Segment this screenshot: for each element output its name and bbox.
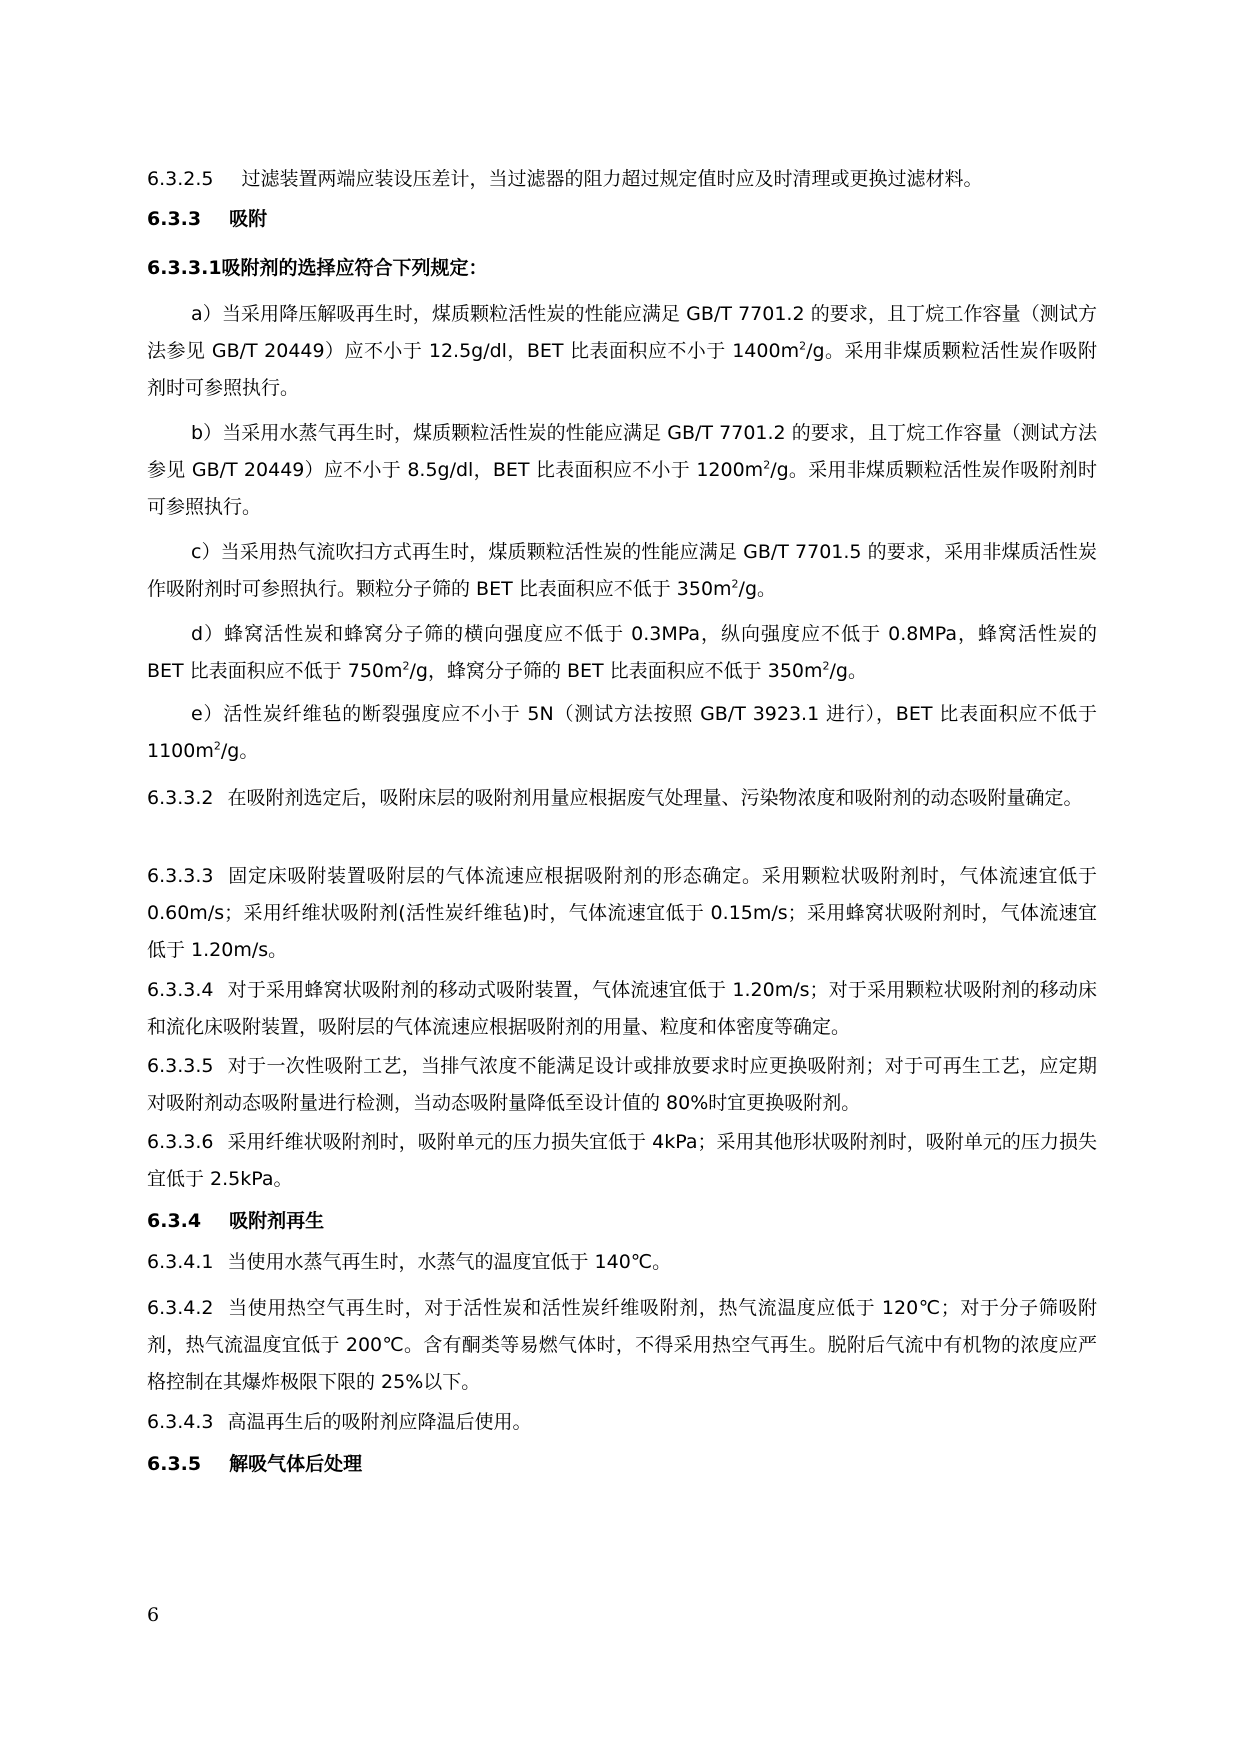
- item-c: c）当采用热气流吹扫方式再生时，煤质颗粒活性炭的性能应满足 GB/T 7701.5 的要求，采用非煤质活性炭作吸附剂时可参照执行。颗粒分子筛的 BET 比表面积应不低于 $350m^2/g$。: [147, 541, 1097, 600]
- clause-text: 固定床吸附装置吸附层的气体流速应根据吸附剂的形态确定。采用颗粒状吸附剂时，气体流速宜低于 0.60m/s；采用纤维状吸附剂(活性炭纤维毡)时，气体流速宜低于 0.15m/s；采用蜂窝状吸附剂时，气体流速宜低于 1.20m/s。: [147, 865, 1098, 961]
- section-heading-6-3-4: [147, 1203, 1097, 1240]
- section-heading-6-3-5: [147, 1446, 1097, 1483]
- clause-text: 当使用水蒸气再生时，水蒸气的温度宜低于 140℃。: [227, 1251, 672, 1273]
- clause-text: 吸附剂的选择应符合下列规定：: [221, 257, 488, 279]
- clause-number: 6.3.2.5: [147, 168, 214, 190]
- clause-6-3-3-6: [147, 1124, 1097, 1198]
- clause-text: 对于一次性吸附工艺，当排气浓度不能满足设计或排放要求时应更换吸附剂；对于可再生工艺，应定期对吸附剂动态吸附量进行检测，当动态吸附量降低至设计值的 80%时宜更换吸附剂。: [147, 1055, 1097, 1114]
- item-d: d）蜂窝活性炭和蜂窝分子筛的横向强度应不低于 0.3MPa，纵向强度应不低于 0.8MPa，蜂窝活性炭的 BET 比表面积应不低于 $750m^2/g$，蜂窝分子筛的 BET 比表面积应不低于 $350m^2/g$。: [147, 623, 1097, 682]
- clause-number: 6.3.3.6: [147, 1131, 214, 1153]
- section-title: 吸附: [229, 208, 268, 230]
- clause-6-3-3-1: [147, 250, 1097, 287]
- clause-6-3-2-5: [147, 161, 1097, 198]
- clause-6-3-4-2: [147, 1290, 1097, 1401]
- clause-6-3-3-2: [147, 780, 1097, 817]
- section-heading-6-3-3: [147, 201, 1097, 238]
- section-number: 6.3.4: [147, 1210, 202, 1232]
- clause-6-3-3-5: [147, 1048, 1097, 1122]
- clause-number: 6.3.3.5: [147, 1055, 214, 1077]
- clause-text: 对于采用蜂窝状吸附剂的移动式吸附装置，气体流速宜低于 1.20m/s；对于采用颗粒状吸附剂的移动床和流化床吸附装置，吸附层的气体流速应根据吸附剂的用量、粒度和体密度等确定。: [147, 979, 1097, 1038]
- item-e: e）活性炭纤维毡的断裂强度应不小于 5N（测试方法按照 GB/T 3923.1 进行），BET 比表面积应不低于 $1100m^2/g$。: [147, 703, 1097, 762]
- clause-number: 6.3.3.3: [147, 865, 214, 887]
- clause-number: 6.3.4.2: [147, 1297, 214, 1319]
- clause-number: 6.3.3.2: [147, 787, 214, 809]
- clause-6-3-3-3: [147, 858, 1097, 969]
- clause-number: 6.3.4.1: [147, 1251, 214, 1273]
- clause-number: 6.3.3.1: [147, 257, 222, 279]
- clause-text: 过滤装置两端应装设压差计，当过滤器的阻力超过规定值时应及时清理或更换过滤材料。: [241, 168, 983, 190]
- section-title: 解吸气体后处理: [229, 1453, 363, 1475]
- clause-text: 在吸附剂选定后，吸附床层的吸附剂用量应根据废气处理量、污染物浓度和吸附剂的动态吸附量确定。: [227, 787, 1083, 809]
- section-title: 吸附剂再生: [229, 1210, 325, 1232]
- clause-text: 当使用热空气再生时，对于活性炭和活性炭纤维吸附剂，热气流温度应低于 120℃；对于分子筛吸附剂，热气流温度宜低于 200℃。含有酮类等易燃气体时，不得采用热空气再生。脱附后气流中有机物的浓度应严格控制在其爆炸极限下限的 25%以下。: [147, 1297, 1097, 1393]
- item-b: b）当采用水蒸气再生时，煤质颗粒活性炭的性能应满足 GB/T 7701.2 的要求，且丁烷工作容量（测试方法参见 GB/T 20449）应不小于 8.5g/dl，BET 比表面积应不小于 $1200m^2/g$。采用非煤质颗粒活性炭作吸附剂时可参照执行。: [147, 422, 1097, 518]
- section-number: 6.3.3: [147, 208, 202, 230]
- clause-text: 采用纤维状吸附剂时，吸附单元的压力损失宜低于 4kPa；采用其他形状吸附剂时，吸附单元的压力损失宜低于 2.5kPa。: [147, 1131, 1097, 1190]
- clause-number: 6.3.4.3: [147, 1411, 214, 1433]
- clause-6-3-4-3: [147, 1404, 1097, 1441]
- item-a: a）当采用降压解吸再生时，煤质颗粒活性炭的性能应满足 GB/T 7701.2 的要求，且丁烷工作容量（测试方法参见 GB/T 20449）应不小于 12.5g/dl，BET 比表面积应不小于 $1400m^2/g$。采用非煤质颗粒活性炭作吸附剂时可参照执行。: [147, 303, 1097, 399]
- clause-6-3-4-1: [147, 1244, 1097, 1281]
- clause-6-3-3-4: [147, 972, 1097, 1046]
- clause-text: 高温再生后的吸附剂应降温后使用。: [227, 1411, 532, 1433]
- section-number: 6.3.5: [147, 1453, 202, 1475]
- clause-number: 6.3.3.4: [147, 979, 214, 1001]
- page-number: 6: [147, 1604, 160, 1626]
